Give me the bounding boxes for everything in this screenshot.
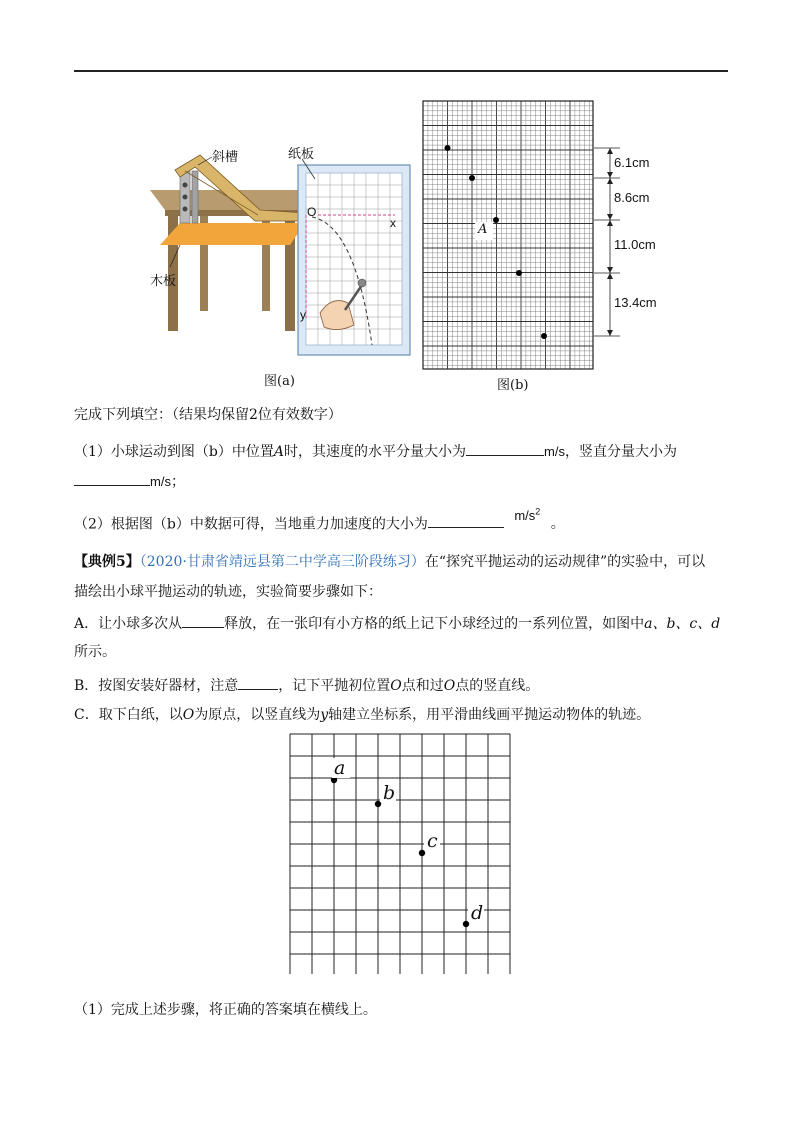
figure-b-point-label: A xyxy=(478,222,488,237)
grid-label-b: b xyxy=(383,782,396,804)
figure-b-grid xyxy=(420,98,650,373)
ball-icon xyxy=(358,279,366,287)
label-paper-board: 纸板 xyxy=(288,147,315,162)
figure-b-caption: 图(b) xyxy=(497,378,529,393)
example-source: （2020·甘肃省靖远县第二中学高三阶段练习） xyxy=(139,554,425,570)
answer-blank-vertical[interactable] xyxy=(74,470,150,486)
gravity-unit: $m/s^2$ xyxy=(514,507,541,524)
example-5-line-2: 描绘出小球平抛运动的轨迹，实验简要步骤如下： xyxy=(74,584,382,600)
square-grid xyxy=(290,734,510,974)
question-1-line-1: （1）小球运动到图（b）中位置A时，其速度的水平分量大小为 m/s，竖直分量大小为 xyxy=(74,440,677,462)
answer-blank-gravity[interactable] xyxy=(428,512,504,528)
step-a-line-2: 所示。 xyxy=(74,644,116,660)
point-5 xyxy=(541,333,547,339)
grid-label-a: a xyxy=(334,757,346,779)
header-rule xyxy=(74,70,728,72)
label-chute: 斜槽 xyxy=(212,150,239,165)
answer-blank-horizontal[interactable] xyxy=(466,440,544,456)
question-1-line-2: m/s； xyxy=(74,470,185,492)
grid-label-d: d xyxy=(471,902,484,924)
measurement-2: 8.6cm xyxy=(614,190,650,205)
fine-grid xyxy=(423,101,593,369)
label-wood-board: 木板 xyxy=(150,274,177,289)
wood-board xyxy=(160,223,305,245)
answer-blank-release[interactable] xyxy=(182,612,224,628)
step-b: B．按图安装好器材，注意 ，记下平抛初位置O点和过O点的竖直线。 xyxy=(74,674,539,696)
figure-a-apparatus xyxy=(140,135,420,370)
grid-label-c: c xyxy=(427,830,438,852)
figure-a-caption: 图(a) xyxy=(264,374,295,389)
point-1 xyxy=(445,145,451,151)
trajectory-grid xyxy=(288,732,514,974)
fill-in-intro: 完成下列填空：（结果均保留2位有效数字） xyxy=(74,407,342,423)
step-c: C．取下白纸，以O为原点，以竖直线为y轴建立坐标系，用平滑曲线画平抛运动物体的轨迹。 xyxy=(74,707,651,723)
question-2: （2）根据图（b）中数据可得，当地重力加速度的大小为 $m/s^2$ 。 xyxy=(74,507,565,533)
measurement-4: 13.4cm xyxy=(614,295,657,310)
answer-blank-notice[interactable] xyxy=(238,674,278,690)
sub-question-1: （1）完成上述步骤，将正确的答案填在横线上。 xyxy=(74,1002,377,1018)
step-a-line-1: A．让小球多次从 释放，在一张印有小方格的纸上记下小球经过的一系列位置，如图中a、b、c、d xyxy=(74,612,720,634)
point-4 xyxy=(516,270,522,276)
example-tag: 【典例5】 xyxy=(74,554,140,570)
measurement-1: 6.1cm xyxy=(614,155,650,170)
measurement-3: 11.0cm xyxy=(614,237,656,252)
example-5-line-1: 【典例5】（2020·甘肃省靖远县第二中学高三阶段练习）在“探究平抛运动的运动规律”的实验中，可以 xyxy=(74,554,706,570)
label-origin: O xyxy=(307,205,317,219)
point-a xyxy=(493,217,499,223)
point-2 xyxy=(469,175,475,181)
grid-point-c xyxy=(419,850,425,856)
label-y-axis: y xyxy=(300,308,306,322)
label-x-axis: x xyxy=(390,216,396,230)
